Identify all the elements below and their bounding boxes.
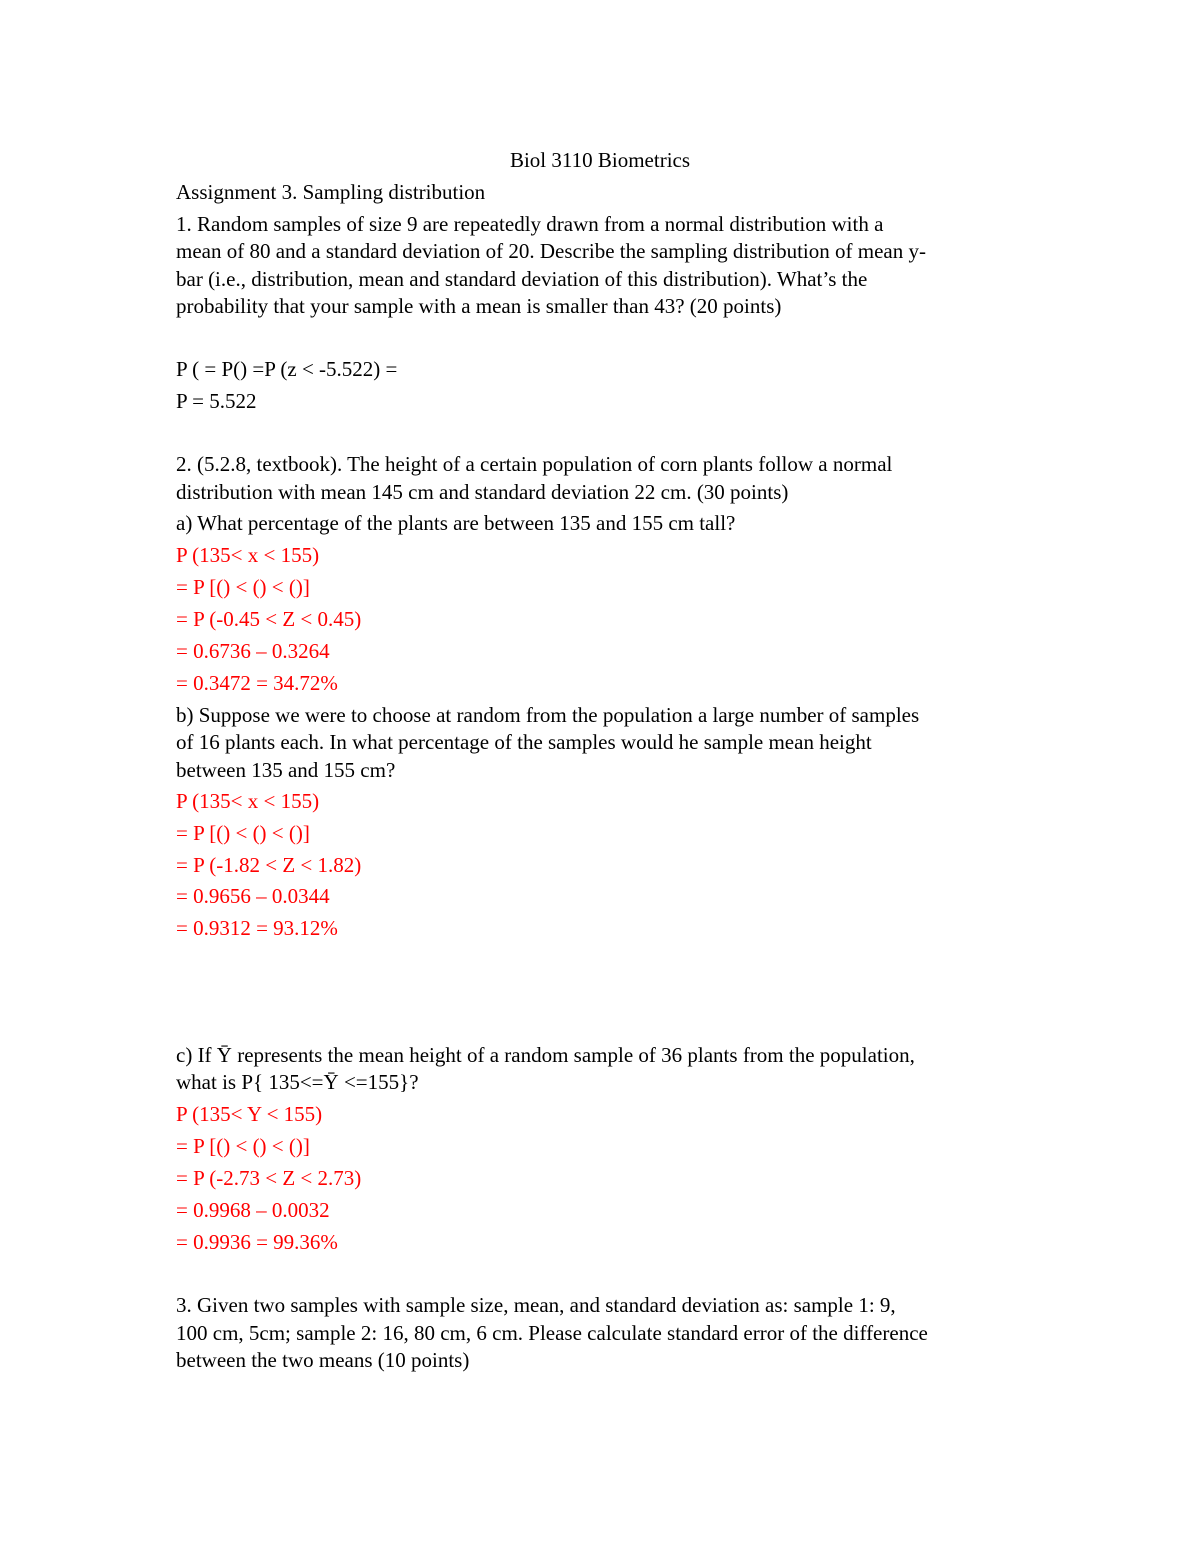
q2c-answer-line-4: = 0.9968 – 0.0032	[176, 1198, 330, 1222]
q1-line-3: bar (i.e., distribution, mean and standard deviation of this distribution). What’s the	[176, 267, 868, 291]
q3-line-2: 100 cm, 5cm; sample 2: 16, 80 cm, 6 cm. Please calculate standard error of the difference	[176, 1321, 928, 1345]
q2b-answer-line-5: = 0.9312 = 93.12%	[176, 916, 338, 940]
q1-answer-line-1: P ( = P() =P (z < -5.522) =	[176, 357, 398, 381]
q2c-question-line-2: what is P{ 135<=Ȳ <=155}?	[176, 1070, 419, 1094]
q2a-answer-line-2: = P [() < () < ()]	[176, 575, 310, 599]
q2a-answer-line-3: = P (-0.45 < Z < 0.45)	[176, 607, 362, 631]
q2c-answer-line-3: = P (-2.73 < Z < 2.73)	[176, 1166, 362, 1190]
q2b-question-line-1: b) Suppose we were to choose at random from the population a large number of samples	[176, 703, 920, 727]
q2b-answer-line-2: = P [() < () < ()]	[176, 821, 310, 845]
q3-line-1: 3. Given two samples with sample size, mean, and standard deviation as: sample 1: 9,	[176, 1293, 896, 1317]
q2b-answer-line-3: = P (-1.82 < Z < 1.82)	[176, 853, 362, 877]
document-title: Biol 3110 Biometrics	[509, 148, 691, 172]
q1-line-2: mean of 80 and a standard deviation of 20. Describe the sampling distribution of mean y-	[176, 239, 926, 263]
q1-line-4: probability that your sample with a mean is smaller than 43? (20 points)	[176, 294, 782, 318]
q2a-answer-line-5: = 0.3472 = 34.72%	[176, 671, 338, 695]
q2b-answer-line-4: = 0.9656 – 0.0344	[176, 884, 330, 908]
q2b-answer-line-1: P (135< x < 155)	[176, 789, 320, 813]
q2c-answer-line-5: = 0.9936 = 99.36%	[176, 1230, 338, 1254]
q1-line-1: 1. Random samples of size 9 are repeatedly drawn from a normal distribution with a	[176, 212, 884, 236]
q2a-question: a) What percentage of the plants are between 135 and 155 cm tall?	[176, 511, 736, 535]
q2a-answer-line-4: = 0.6736 – 0.3264	[176, 639, 330, 663]
q2b-question-line-3: between 135 and 155 cm?	[176, 758, 396, 782]
assignment-subtitle: Assignment 3. Sampling distribution	[176, 180, 486, 204]
q2c-answer-line-2: = P [() < () < ()]	[176, 1134, 310, 1158]
q2a-answer-line-1: P (135< x < 155)	[176, 543, 320, 567]
q2b-question-line-2: of 16 plants each. In what percentage of the samples would he sample mean height	[176, 730, 872, 754]
q2-line-1: 2. (5.2.8, textbook). The height of a certain population of corn plants follow a normal	[176, 452, 893, 476]
q2-line-2: distribution with mean 145 cm and standard deviation 22 cm. (30 points)	[176, 480, 789, 504]
q2c-answer-line-1: P (135< Y < 155)	[176, 1102, 323, 1126]
q2c-question-line-1: c) If Ȳ represents the mean height of a random sample of 36 plants from the population,	[176, 1043, 915, 1067]
q3-line-3: between the two means (10 points)	[176, 1348, 470, 1372]
q1-answer-line-2: P = 5.522	[176, 389, 257, 413]
